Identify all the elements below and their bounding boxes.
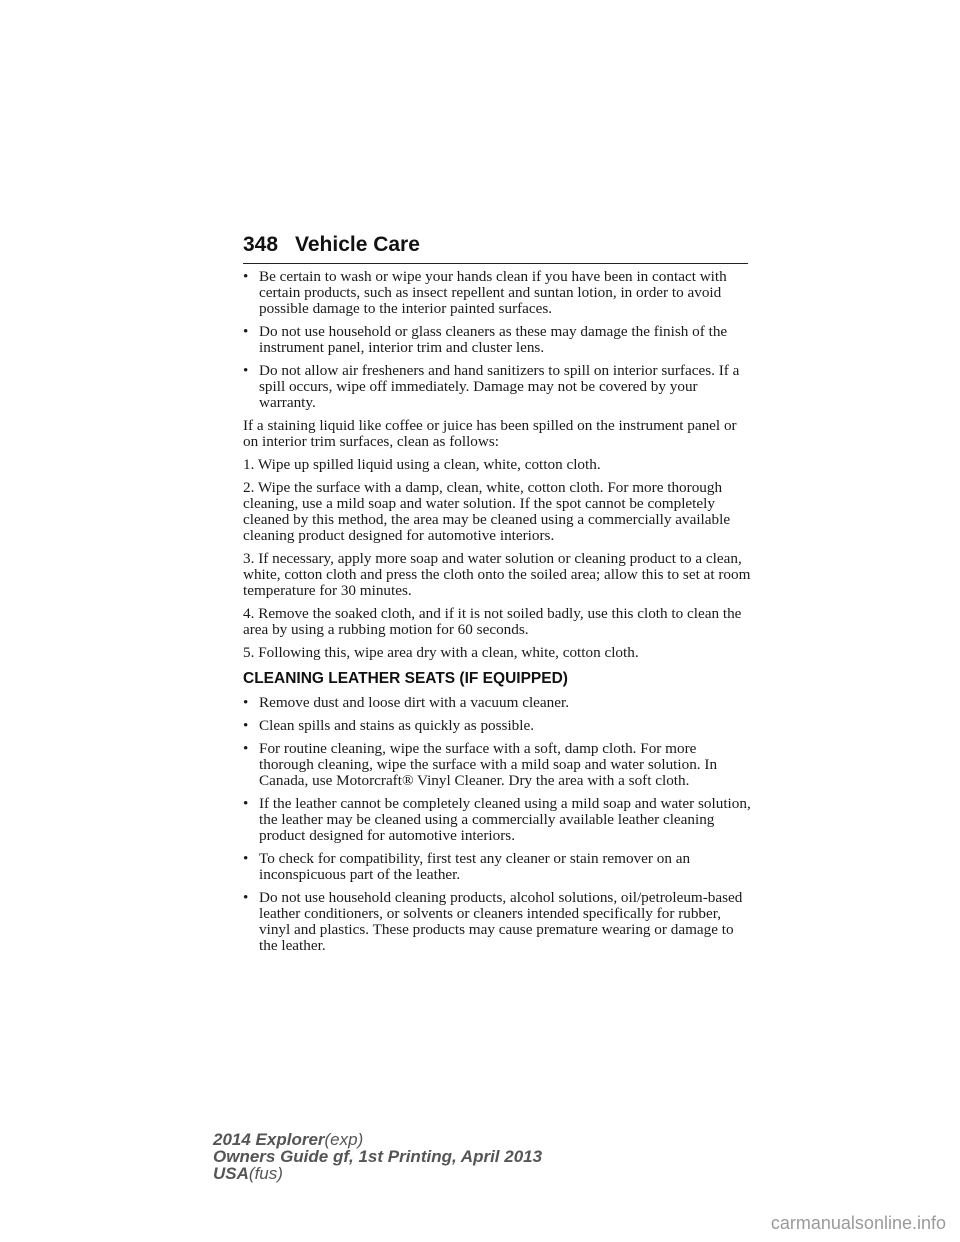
list-item [243, 890, 753, 954]
site-watermark: carmanualsonline.info [770, 1213, 946, 1233]
page-header [243, 233, 748, 264]
bullet-icon: • [243, 850, 249, 867]
list-item-text: Do not use household or glass cleaners as these may damage the finish of the instrument panel, interior trim and cluster lens. [259, 323, 728, 356]
footer-market-code: (fus) [248, 1164, 283, 1183]
section-title: Vehicle Care [295, 233, 420, 256]
list-item [243, 796, 753, 844]
list-item [243, 269, 753, 317]
bullet-icon: • [243, 740, 249, 757]
list-item [243, 695, 753, 711]
footer-market: USA [213, 1164, 249, 1183]
list-item [243, 718, 753, 734]
list-item-text: For routine cleaning, wipe the surface with a soft, damp cloth. For more thorough cleaning, wipe the surface with a mild soap and water solution. In Canada, use Motorcraft® Vinyl Cleaner. Dry the area with a soft cloth. [259, 740, 718, 789]
list-item [243, 363, 753, 411]
step-paragraph: 5. Following this, wipe area dry with a clean, white, cotton cloth. [243, 644, 639, 661]
step-paragraph: 3. If necessary, apply more soap and water solution or cleaning product to a clean, white, cotton cloth and press the cloth onto the soiled area; allow this to set at room temperature for 30 minutes. [243, 550, 751, 599]
footer-edition: Owners Guide gf, 1st Printing, April 2013 [213, 1147, 543, 1166]
leather-seats-heading: CLEANING LEATHER SEATS (IF EQUIPPED) [243, 670, 568, 687]
intro-paragraph: If a staining liquid like coffee or juice has been spilled on the instrument panel or on interior trim surfaces, clean as follows: [243, 417, 737, 450]
list-item-text: Do not use household cleaning products, alcohol solutions, oil/petroleum-based leather conditioners, or solvents or cleaners intended specifically for rubber, vinyl and plastics. These products may cause premature wearing or damage to the leather. [259, 889, 743, 954]
page-number: 348 [243, 233, 279, 256]
footer-model: 2014 Explorer [213, 1130, 325, 1149]
list-item [243, 324, 753, 356]
bullet-icon: • [243, 362, 249, 379]
bullet-icon: • [243, 694, 249, 711]
list-item-text: Be certain to wash or wipe your hands clean if you have been in contact with certain products, such as insect repellent and suntan lotion, in order to avoid possible damage to the interior painted surfaces. [259, 268, 727, 317]
footer-model-code: (exp) [324, 1130, 364, 1149]
footer-line-market [213, 1165, 542, 1182]
bullet-icon: • [243, 323, 249, 340]
list-item [243, 741, 753, 789]
list-item-text: To check for compatibility, first test any cleaner or stain remover on an inconspicuous part of the leather. [259, 850, 691, 883]
step-paragraph: 4. Remove the soaked cloth, and if it is not soiled badly, use this cloth to clean the area by using a rubbing motion for 60 seconds. [243, 605, 742, 638]
print-footer [213, 1131, 542, 1182]
list-item-text: Clean spills and stains as quickly as possible. [259, 717, 535, 734]
bullet-icon: • [243, 268, 249, 285]
page-content [243, 269, 753, 961]
list-item [243, 851, 753, 883]
step-paragraph: 2. Wipe the surface with a damp, clean, white, cotton cloth. For more thorough cleaning, use a mild soap and water solution. If the spot cannot be completely cleaned by this method, the area may be cleaned using a commercially available cleaning product designed for automotive interiors. [243, 479, 731, 544]
list-item-text: Do not allow air fresheners and hand sanitizers to spill on interior surfaces. If a spill occurs, wipe off immediately. Damage may not be covered by your warranty. [259, 362, 740, 411]
step-paragraph: 1. Wipe up spilled liquid using a clean, white, cotton cloth. [243, 456, 601, 473]
bullet-icon: • [243, 795, 249, 812]
list-item-text: Remove dust and loose dirt with a vacuum cleaner. [259, 694, 569, 711]
bullet-icon: • [243, 717, 249, 734]
list-item-text: If the leather cannot be completely cleaned using a mild soap and water solution, the leather may be cleaned using a commercially available leather cleaning product designed for automotive interiors. [259, 795, 751, 844]
footer-line-model [213, 1131, 542, 1148]
bullet-icon: • [243, 889, 249, 906]
